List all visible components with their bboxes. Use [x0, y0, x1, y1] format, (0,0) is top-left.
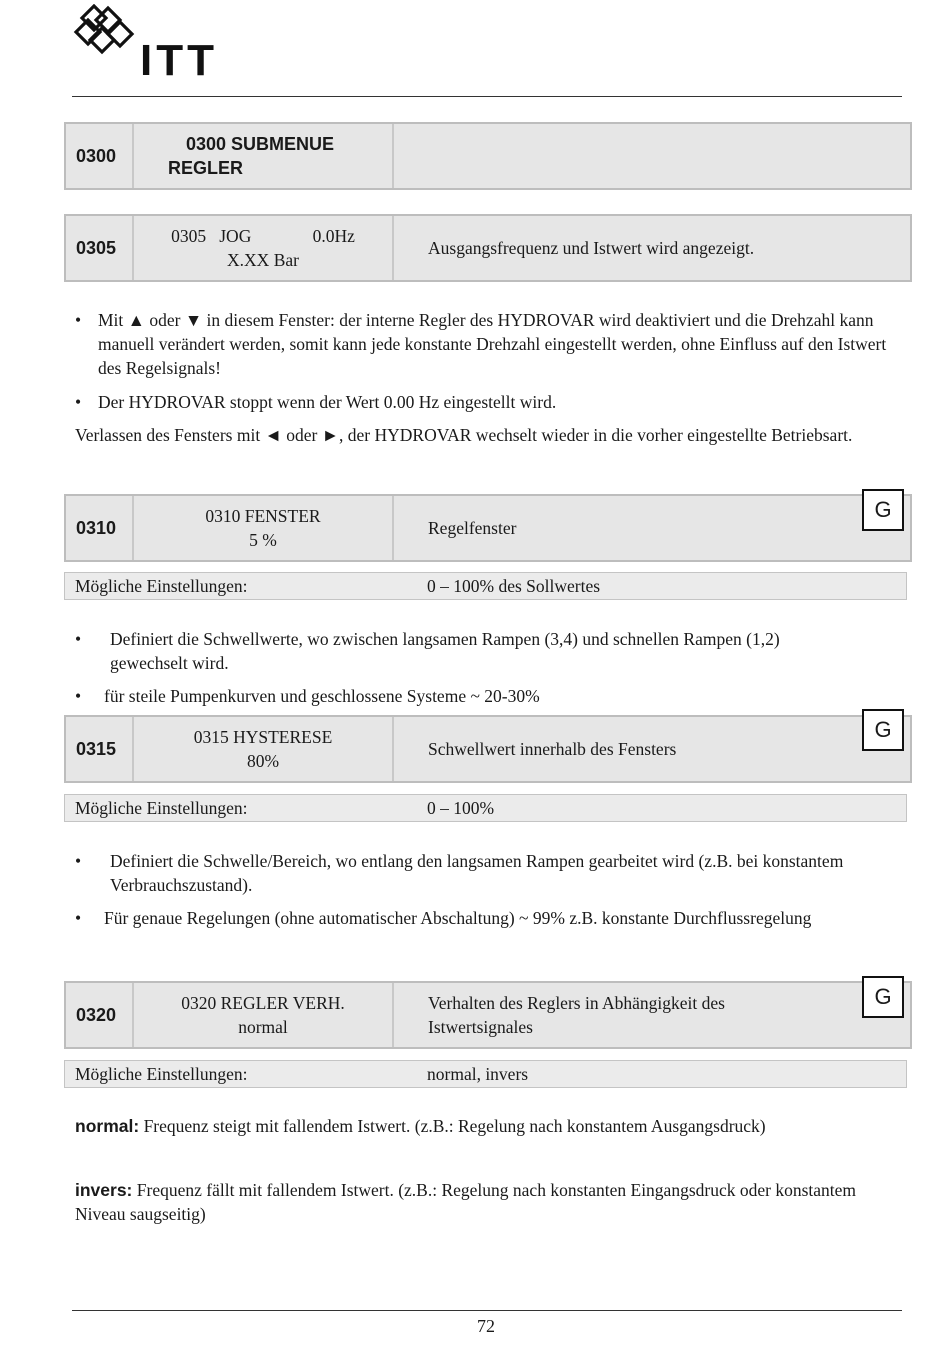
- settings-value: normal, invers: [427, 1063, 529, 1084]
- footer-divider: [72, 1310, 902, 1311]
- param-title-line2: normal: [238, 1017, 288, 1037]
- bullet-icon: •: [75, 686, 82, 706]
- param-table-0315: [64, 715, 912, 783]
- list-item: [75, 390, 905, 414]
- list-item: [75, 684, 905, 708]
- param-title-line1: 0305 JOG 0.0Hz: [171, 226, 355, 246]
- g-badge: G: [862, 976, 904, 1018]
- header-divider: [72, 96, 902, 97]
- param-title-line2: REGLER: [168, 158, 244, 178]
- list-item: [75, 627, 855, 675]
- invers-lead: invers:: [75, 1180, 133, 1200]
- list-item-text: für steile Pumpenkurven und geschlossene Systeme ~ 20-30%: [104, 686, 540, 706]
- param-code: 0310: [66, 496, 134, 560]
- param-code: 0305: [66, 216, 134, 280]
- normal-text: Frequenz steigt mit fallendem Istwert. (z.B.: Regelung nach konstantem Ausgangsdruck): [139, 1116, 766, 1136]
- param-title-line1: 0310 FENSTER: [205, 506, 321, 526]
- invers-explanation: [75, 1178, 905, 1226]
- param-title: [134, 216, 394, 280]
- bullet-icon: •: [75, 629, 82, 649]
- settings-row-0315: [64, 794, 907, 822]
- normal-lead: normal:: [75, 1116, 140, 1136]
- param-title-line1: 0315 HYSTERESE: [193, 727, 333, 747]
- list-item: [75, 849, 905, 897]
- list-item-text: Für genaue Regelungen (ohne automatischer Abschaltung) ~ 99% z.B. konstante Durchflussregelung: [104, 908, 812, 928]
- list-item-text: Definiert die Schwelle/Bereich, wo entlang den langsamen Rampen gearbeitet wird (z.B. bei konstantem Verbrauchszustand).: [110, 851, 844, 895]
- param-title-line1: 0300 SUBMENUE: [186, 134, 335, 154]
- list-item-text: Der HYDROVAR stoppt wenn der Wert 0.00 Hz eingestellt wird.: [98, 392, 557, 412]
- param-desc: [394, 983, 910, 1047]
- param-code: 0315: [66, 717, 134, 781]
- itt-logo-text: ITT: [140, 36, 218, 85]
- bullet-icon: •: [75, 851, 82, 871]
- list-item-text: Mit ▲ oder ▼ in diesem Fenster: der interne Regler des HYDROVAR wird deaktiviert und die Drehzahl kann manuell verändert werden, somit kann jede konstante Drehzahl eingestellt werden, ohne Einfluss auf den Istwert des Regelsignals!: [98, 310, 887, 378]
- param-desc: Regelfenster: [428, 518, 517, 538]
- param-title-line1: 0320 REGLER VERH.: [181, 993, 345, 1013]
- param-desc: Ausgangsfrequenz und Istwert wird angezeigt.: [428, 238, 755, 258]
- param-title-line2: 80%: [246, 751, 280, 771]
- settings-label: Mögliche Einstellungen:: [75, 575, 248, 596]
- settings-row-0310: [64, 572, 907, 600]
- param-table-0310: [64, 494, 912, 562]
- settings-row-0320: [64, 1060, 907, 1088]
- param-title-line2: X.XX Bar: [227, 250, 299, 270]
- param-table-0320: [64, 981, 912, 1049]
- param-title-line2: 5 %: [249, 530, 277, 550]
- bullet-icon: •: [75, 908, 82, 928]
- param-desc-line1: Verhalten des Reglers in Abhängigkeit des: [428, 993, 725, 1013]
- settings-label: Mögliche Einstellungen:: [75, 1063, 248, 1084]
- settings-value: 0 – 100% des Sollwertes: [427, 575, 601, 596]
- bullet-icon: •: [75, 392, 82, 412]
- param-title: [134, 496, 394, 560]
- param-desc-line2: Istwertsignales: [428, 1017, 533, 1037]
- param-title: [134, 124, 394, 188]
- g-badge: G: [862, 709, 904, 751]
- param-table-0305: [64, 214, 912, 282]
- param-code: 0300: [66, 124, 134, 188]
- list-item-text: Definiert die Schwellwerte, wo zwischen langsamen Rampen (3,4) und schnellen Rampen (1,2) gewechselt wird.: [110, 629, 780, 673]
- normal-explanation: [75, 1114, 905, 1138]
- paragraph: Verlassen des Fensters mit ◄ oder ►, der HYDROVAR wechselt wieder in die vorher eingestellte Betriebsart.: [75, 425, 853, 445]
- param-title: [134, 717, 394, 781]
- param-title: [134, 983, 394, 1047]
- param-table-0300: [64, 122, 912, 190]
- settings-value: 0 – 100%: [427, 797, 495, 818]
- g-badge: G: [862, 489, 904, 531]
- list-item: [75, 906, 855, 930]
- param-desc: Schwellwert innerhalb des Fensters: [428, 739, 677, 759]
- list-item: [75, 308, 905, 380]
- page-number: 72: [477, 1316, 495, 1336]
- param-code: 0320: [66, 983, 134, 1047]
- param-desc: [394, 124, 910, 188]
- invers-text: Frequenz fällt mit fallendem Istwert. (z.B.: Regelung nach konstanten Eingangsdruck oder konstantem Niveau saugseitig): [75, 1180, 857, 1224]
- bullet-icon: •: [75, 310, 82, 330]
- settings-label: Mögliche Einstellungen:: [75, 797, 248, 818]
